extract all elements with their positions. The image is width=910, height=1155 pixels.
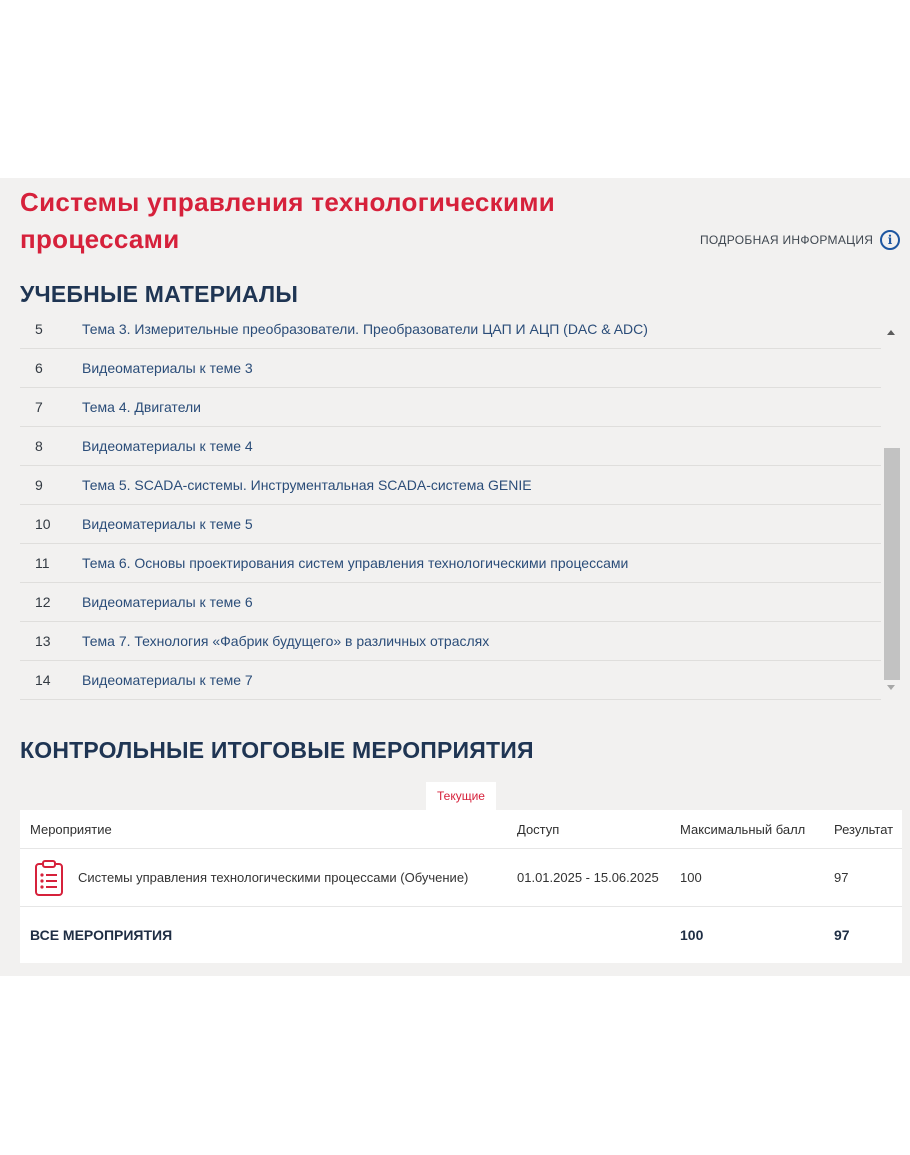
more-info-label: ПОДРОБНАЯ ИНФОРМАЦИЯ <box>700 233 874 247</box>
page-title: Системы управления технологическими процессами <box>20 187 556 254</box>
material-link[interactable]: Тема 7. Технология «Фабрик будущего» в различных отраслях <box>82 633 490 649</box>
materials-list[interactable] <box>20 310 881 700</box>
scroll-up-arrow-icon[interactable] <box>887 330 895 335</box>
item-number: 10 <box>35 516 51 532</box>
list-item[interactable] <box>20 661 881 700</box>
event-access-dates: 01.01.2025 - 15.06.2025 <box>517 869 659 885</box>
total-max-score: 100 <box>680 927 704 943</box>
column-header-result: Результат <box>834 821 894 837</box>
list-item[interactable] <box>20 388 881 427</box>
item-number: 13 <box>35 633 51 649</box>
total-result: 97 <box>834 927 850 943</box>
material-link[interactable]: Видеоматериалы к теме 4 <box>82 438 253 454</box>
column-header-event: Мероприятие <box>30 821 112 837</box>
list-item[interactable] <box>20 466 881 505</box>
column-header-max-score: Максимальный балл <box>680 821 806 837</box>
table-row[interactable] <box>20 848 902 907</box>
material-link[interactable]: Видеоматериалы к теме 6 <box>82 594 253 610</box>
item-number: 12 <box>35 594 51 610</box>
column-header-access: Доступ <box>517 821 560 837</box>
events-table <box>20 810 902 963</box>
material-link[interactable]: Видеоматериалы к теме 5 <box>82 516 253 532</box>
more-info-link[interactable] <box>700 231 900 249</box>
list-item[interactable] <box>20 622 881 661</box>
item-number: 5 <box>35 321 43 337</box>
list-item[interactable] <box>20 349 881 388</box>
scrollbar-thumb[interactable] <box>884 448 900 680</box>
material-link[interactable]: Тема 5. SCADA-системы. Инструментальная SCADA-система GENIE <box>82 477 532 493</box>
total-row <box>20 907 902 963</box>
events-heading: КОНТРОЛЬНЫЕ ИТОГОВЫЕ МЕРОПРИЯТИЯ <box>20 737 534 763</box>
material-link[interactable]: Тема 6. Основы проектирования систем управления технологическими процессами <box>82 555 629 571</box>
item-number: 9 <box>35 477 43 493</box>
material-link[interactable]: Тема 4. Двигатели <box>82 399 201 415</box>
event-max-score: 100 <box>680 869 702 885</box>
info-icon: i <box>880 230 900 250</box>
list-item[interactable] <box>20 505 881 544</box>
item-number: 7 <box>35 399 43 415</box>
item-number: 11 <box>35 555 50 571</box>
item-number: 14 <box>35 672 51 688</box>
table-header <box>20 810 902 849</box>
list-item[interactable] <box>20 544 881 583</box>
event-result: 97 <box>834 869 849 885</box>
material-link[interactable]: Тема 3. Измерительные преобразователи. Преобразователи ЦАП И АЦП (DAC & ADC) <box>82 321 648 337</box>
item-number: 6 <box>35 360 43 376</box>
list-item[interactable] <box>20 427 881 466</box>
material-link[interactable]: Видеоматериалы к теме 7 <box>82 672 253 688</box>
item-number: 8 <box>35 438 43 454</box>
material-link[interactable]: Видеоматериалы к теме 3 <box>82 360 253 376</box>
event-name-link[interactable]: Системы управления технологическими процессами (Обучение) <box>78 869 469 885</box>
clipboard-list-icon <box>32 859 66 897</box>
total-label: ВСЕ МЕРОПРИЯТИЯ <box>30 927 173 943</box>
list-item[interactable] <box>20 583 881 622</box>
tab-current[interactable]: Текущие <box>426 782 496 810</box>
materials-heading: УЧЕБНЫЕ МАТЕРИАЛЫ <box>20 281 299 307</box>
list-item[interactable] <box>20 310 881 349</box>
scroll-down-arrow-icon[interactable] <box>887 685 895 690</box>
